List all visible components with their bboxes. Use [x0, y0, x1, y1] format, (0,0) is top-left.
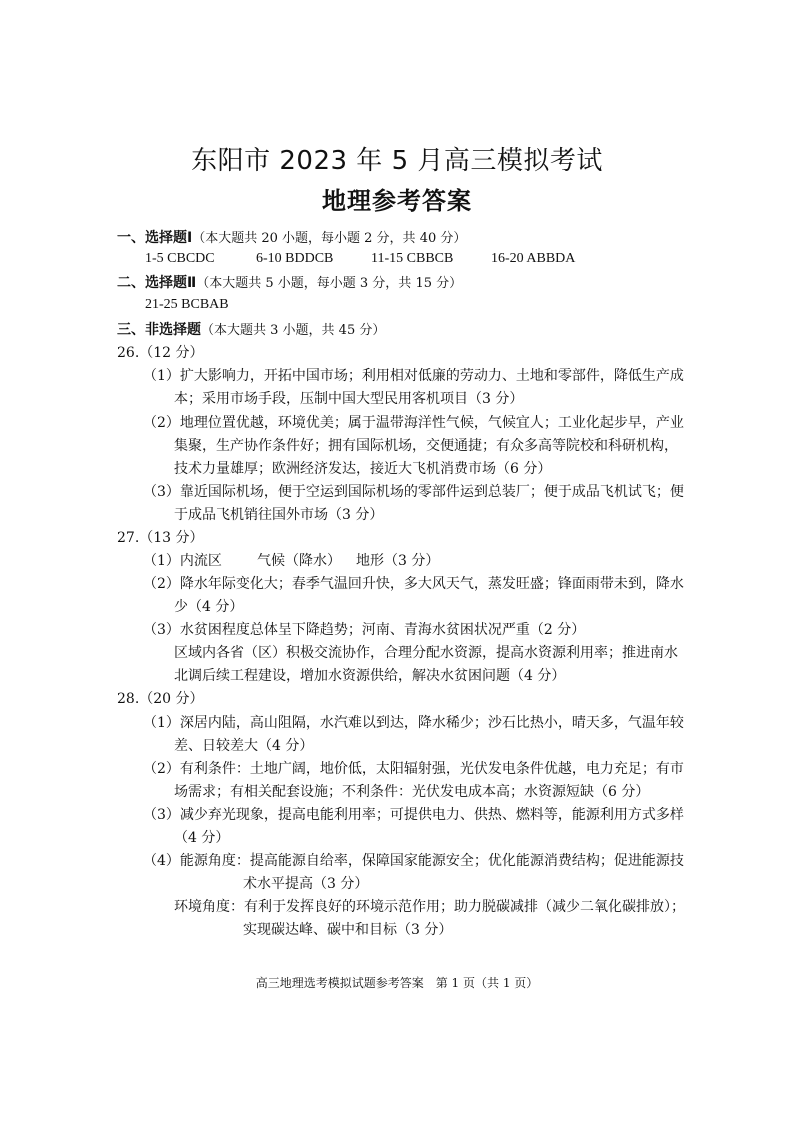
q27-line: （2）降水年际变化大；春季气温回升快，多大风天气，蒸发旺盛；锋面雨带未到，降水: [143, 576, 684, 592]
section3-header: [117, 321, 385, 340]
answer-group: 16-20 ABBDA: [491, 251, 576, 266]
q26-line: （1）扩大影响力，开拓中国市场；利用相对低廉的劳动力、土地和零部件，降低生产成: [143, 368, 684, 384]
q28-line: （2）有利条件：土地广阔，地价低，太阳辐射强，光伏发电条件优越，电力充足；有市: [143, 761, 684, 777]
q28-line: （3）减少弃光现象，提高电能利用率；可提供电力、供热、燃料等，能源利用方式多样: [143, 807, 684, 823]
section2-note: （本大题共 5 小题，每小题 3 分，共 15 分）: [196, 276, 463, 291]
section3-note: （本大题共 3 小题，共 45 分）: [201, 323, 386, 338]
q26-line: （3）靠近国际机场，便于空运到国际机场的零部件运到总装厂；便于成品飞机试飞；便: [143, 484, 684, 500]
section1-heading: 一、选择题Ⅰ: [117, 230, 193, 246]
page-title: 东阳市 2023 年 5 月高三模拟考试: [191, 146, 603, 176]
q26-line: 于成品飞机销往国外市场（3 分）: [174, 507, 384, 523]
q28-line: 场需求；有相关配套设施；不利条件：光伏发电成本高；水资源短缺（6 分）: [174, 784, 650, 800]
q27-line: 少（4 分）: [174, 599, 244, 615]
q27-line: 区域内各省（区）积极交流协作，合理分配水资源，提高水资源利用率；推进南水: [174, 645, 678, 661]
q28-line: （1）深居内陆，高山阻隔，水汽难以到达，降水稀少；沙石比热小，晴天多，气温年较: [143, 715, 684, 731]
q26-line: （2）地理位置优越，环境优美；属于温带海洋性气候，气候宜人；工业化起步早，产业: [143, 415, 684, 431]
answer-group: 21-25 BCBAB: [145, 297, 229, 312]
q28-line: 实现碳达峰、碳中和目标（3 分）: [243, 922, 453, 938]
section2-heading: 二、选择题Ⅱ: [117, 275, 197, 291]
question-27-heading: 27.（13 分）: [117, 530, 204, 546]
answer-group: 11-15 CBBCB: [371, 251, 454, 266]
q28-line: 术水平提高（3 分）: [243, 876, 369, 892]
q27-line1-part: （1）内流区: [143, 553, 222, 569]
q27-line: 北调后续工程建设，增加水资源供给，解决水贫困问题（4 分）: [174, 668, 566, 684]
q28-line: 环境角度：有利于发挥良好的环境示范作用；助力脱碳减排（减少二氧化碳排放）；: [174, 899, 685, 915]
section1-note: （本大题共 20 小题，每小题 2 分，共 40 分）: [192, 231, 467, 246]
q26-line: 集聚，生产协作条件好；拥有国际机场，交便通捷；有众多高等院校和科研机构，: [174, 438, 678, 454]
answer-group: 1-5 CBCDC: [145, 251, 215, 266]
page-footer: 高三地理选考模拟试题参考答案 第 1 页（共 1 页）: [255, 976, 539, 990]
section2-header: [117, 274, 462, 293]
q27-line1-part: 气候（降水）: [257, 553, 341, 569]
q28-line: 差、日较差大（4 分）: [174, 738, 314, 754]
q28-line: （4）能源角度：提高能源自给率，保障国家能源安全；优化能源消费结构；促进能源技: [143, 853, 684, 869]
section3-heading: 三、非选择题: [117, 322, 201, 338]
section1-header: [117, 229, 466, 248]
question-28-heading: 28.（20 分）: [117, 691, 204, 707]
q28-line: （4 分）: [174, 830, 230, 846]
q26-line: 本；采用市场手段，压制中国大型民用客机项目（3 分）: [174, 391, 524, 407]
q26-line: 技术力量雄厚；欧洲经济发达，接近大飞机消费市场（6 分）: [174, 461, 552, 477]
q27-line: （3）水贫困程度总体呈下降趋势；河南、青海水贫困状况严重（2 分）: [143, 622, 586, 638]
page-subtitle: 地理参考答案: [322, 187, 472, 215]
q27-line1-part: 地形（3 分）: [356, 553, 440, 569]
question-26-heading: 26.（12 分）: [117, 345, 204, 361]
answer-group: 6-10 BDDCB: [256, 251, 334, 266]
